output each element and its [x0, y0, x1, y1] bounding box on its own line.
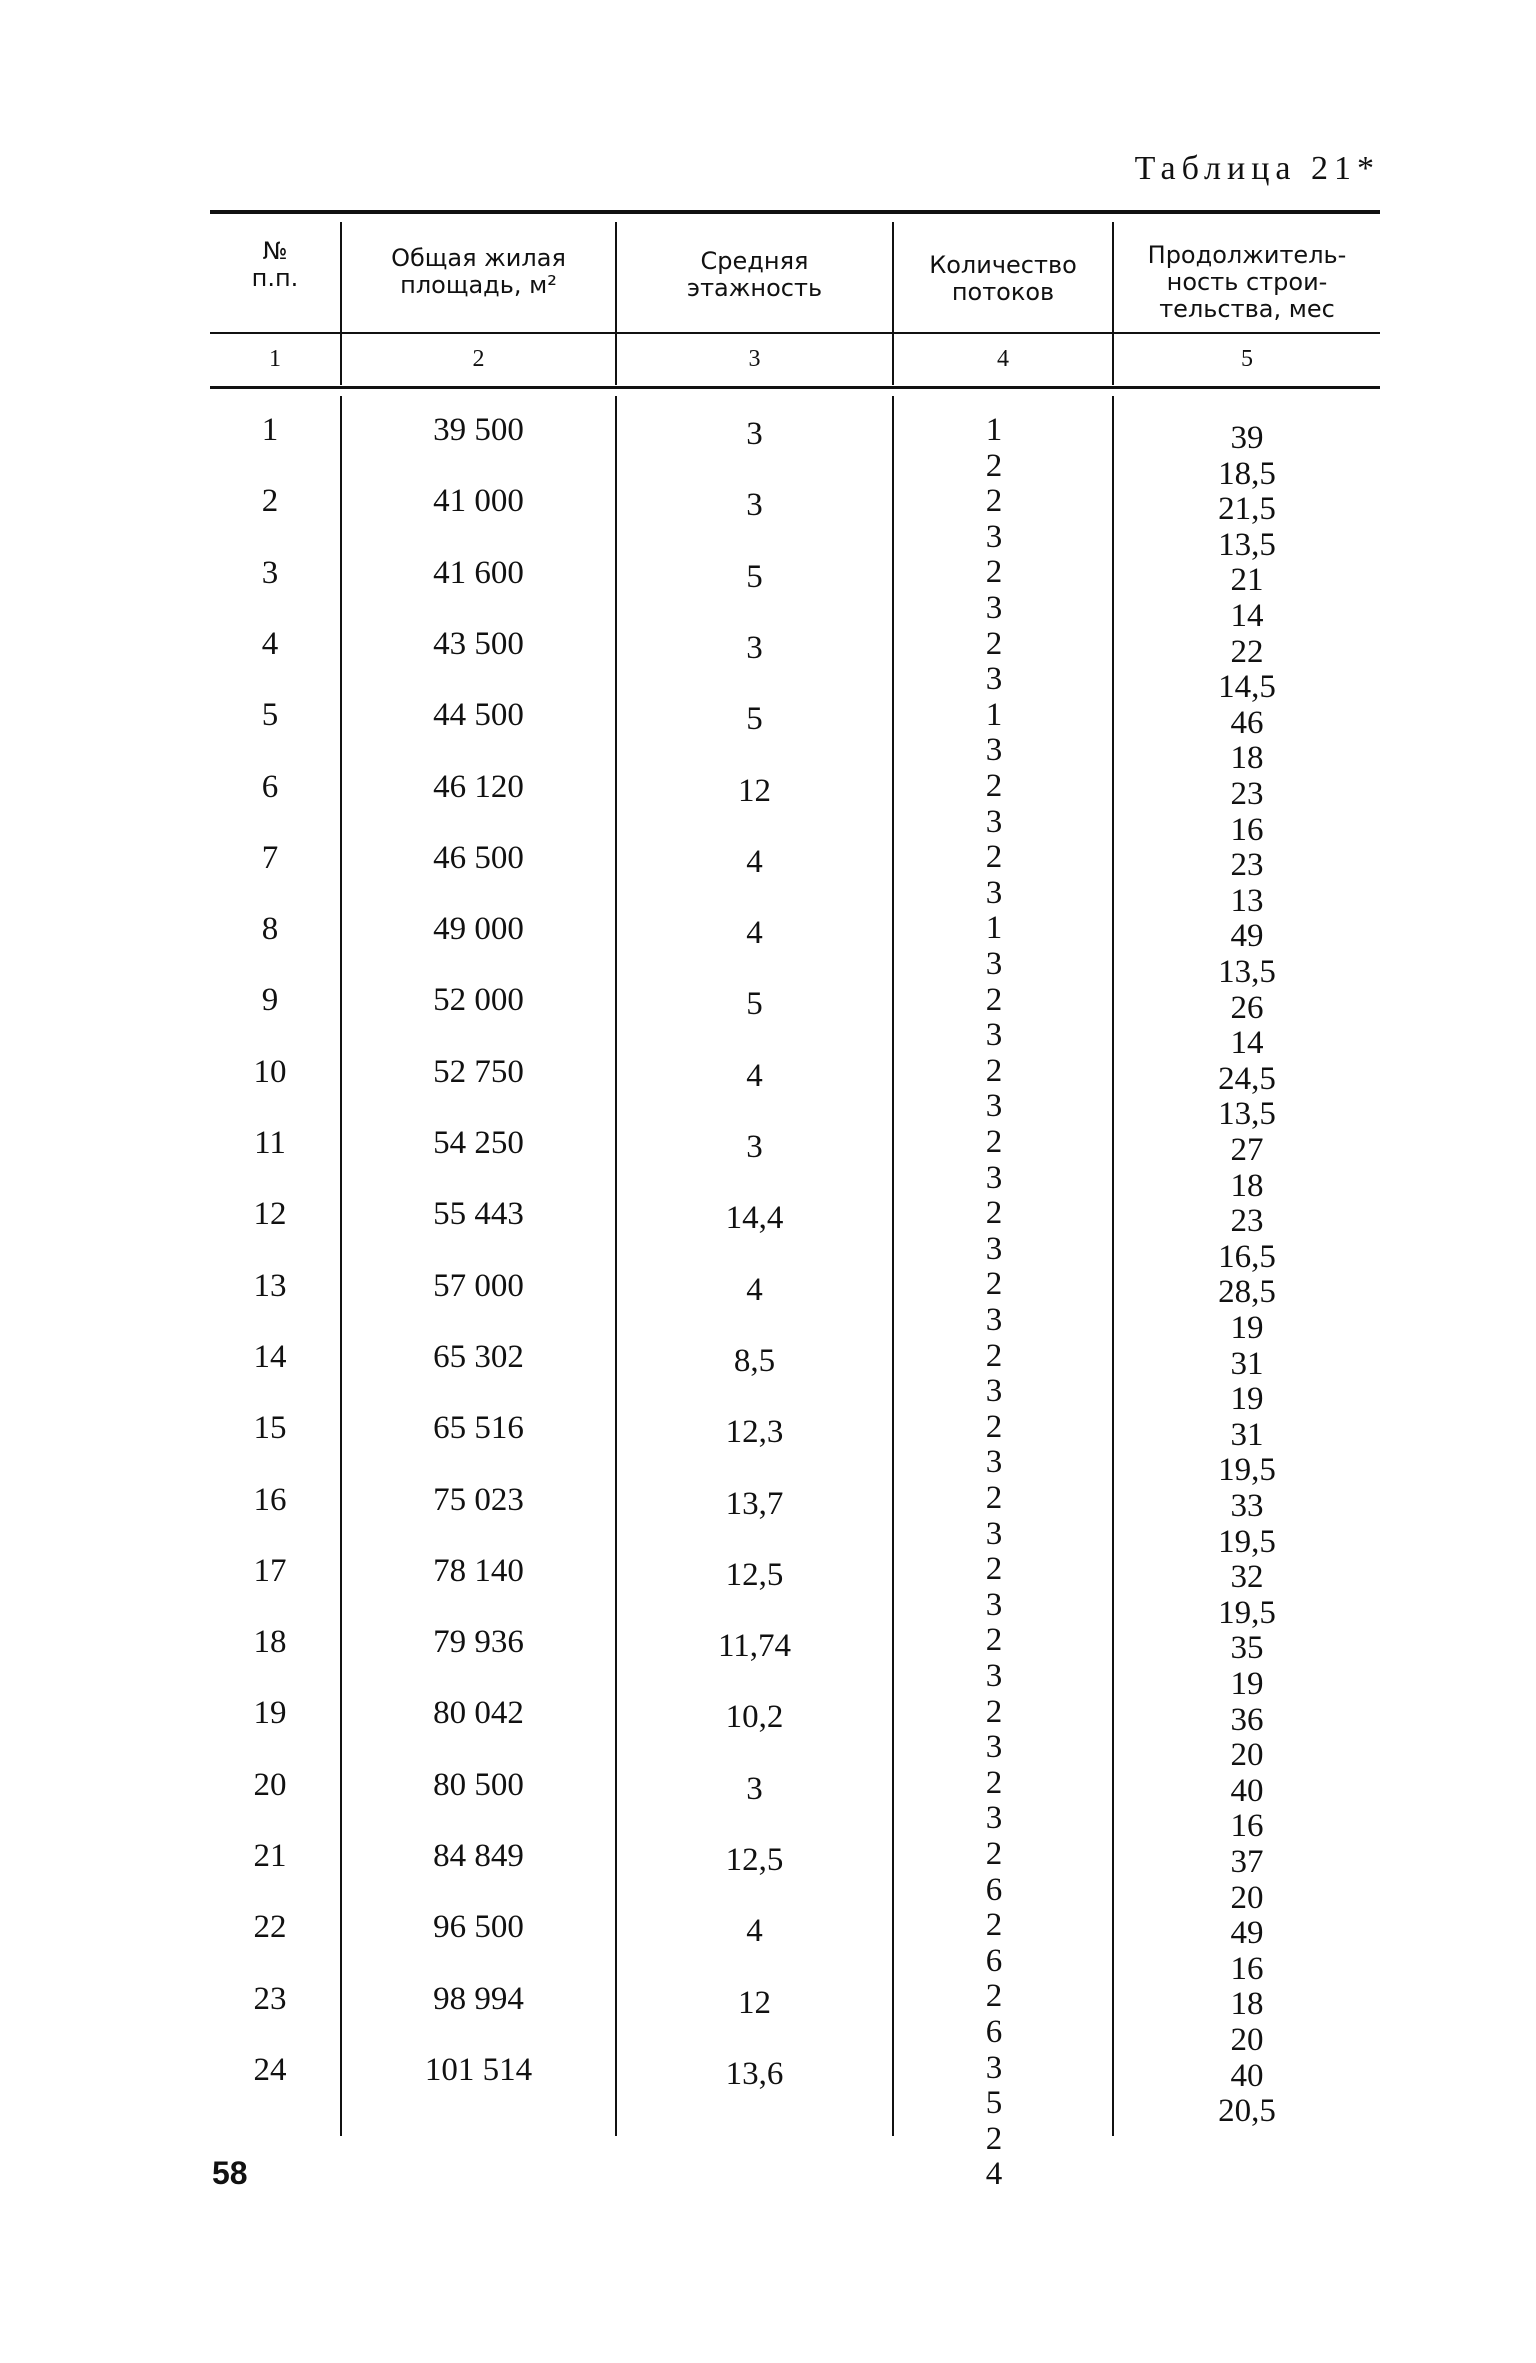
- streams-cell: 2: [985, 1622, 1003, 1658]
- header-line: Количество: [929, 251, 1077, 279]
- streams-cell: 2: [985, 1409, 1003, 1445]
- row-number: 5: [261, 697, 279, 733]
- row-number: 17: [253, 1553, 287, 1589]
- area-cell: 80 500: [433, 1767, 524, 1803]
- row-number: 13: [253, 1268, 287, 1304]
- header-line: этажность: [686, 274, 823, 302]
- header-line: потоков: [951, 278, 1055, 306]
- streams-cell: 2: [985, 1694, 1003, 1730]
- streams-cell: 2: [985, 1124, 1003, 1160]
- header-line: №: [262, 237, 288, 265]
- row-number: 12: [253, 1196, 287, 1232]
- row-number: 16: [253, 1482, 287, 1518]
- streams-cell: 1: [985, 697, 1003, 733]
- duration-cell: 23: [1230, 1203, 1264, 1239]
- area-cell: 46 120: [433, 769, 524, 805]
- streams-cell: 6: [985, 1872, 1003, 1908]
- area-cell: 79 936: [433, 1624, 524, 1660]
- streams-cell: 2: [985, 1551, 1003, 1587]
- streams-cell: 3: [985, 1444, 1003, 1480]
- streams-cell: 3: [985, 804, 1003, 840]
- row-number: 11: [254, 1125, 286, 1161]
- streams-cell: 2: [985, 448, 1003, 484]
- floors-cell: 4: [746, 1913, 763, 1949]
- streams-cell: 3: [985, 1017, 1003, 1053]
- floors-cell: 12,3: [725, 1414, 784, 1450]
- row-number: 1: [261, 412, 279, 448]
- area-cell: 55 443: [433, 1196, 524, 1232]
- duration-cell: 22: [1230, 634, 1264, 670]
- duration-cell: 31: [1230, 1346, 1264, 1382]
- floors-cell: 4: [746, 1272, 763, 1308]
- streams-cell: 3: [985, 1231, 1003, 1267]
- area-cell: 44 500: [433, 697, 524, 733]
- floors-cell: 5: [746, 559, 763, 595]
- streams-cell: 1: [985, 910, 1003, 946]
- streams-cell: 3: [985, 1088, 1003, 1124]
- column-number: 4: [997, 346, 1009, 372]
- row-number: 6: [261, 769, 279, 805]
- area-cell: 65 516: [433, 1410, 524, 1446]
- row-number: 3: [261, 555, 279, 591]
- streams-cell: 2: [985, 768, 1003, 804]
- duration-cell: 20: [1230, 1737, 1264, 1773]
- duration-cell: 13,5: [1218, 954, 1276, 990]
- column-number: 2: [472, 346, 485, 372]
- duration-cell: 13,5: [1218, 527, 1276, 563]
- floors-cell: 3: [746, 1771, 763, 1807]
- streams-cell: 2: [985, 483, 1003, 519]
- duration-cell: 46: [1230, 705, 1264, 741]
- area-cell: 80 042: [433, 1695, 524, 1731]
- page-number: 58: [212, 2155, 248, 2191]
- duration-cell: 18: [1230, 1986, 1264, 2022]
- duration-cell: 18: [1230, 1168, 1264, 1204]
- area-cell: 75 023: [433, 1482, 524, 1518]
- streams-cell: 2: [985, 1195, 1003, 1231]
- column-number: 3: [748, 346, 761, 372]
- floors-cell: 4: [746, 844, 763, 880]
- duration-cell: 21,5: [1218, 491, 1276, 527]
- area-cell: 43 500: [433, 626, 524, 662]
- floors-cell: 10,2: [725, 1699, 784, 1735]
- area-cell: 54 250: [433, 1125, 524, 1161]
- header-duration: [1114, 242, 1380, 323]
- duration-cell: 32: [1230, 1559, 1264, 1595]
- duration-cell: 31: [1230, 1417, 1264, 1453]
- floors-cell: 3: [746, 416, 763, 452]
- floors-cell: 3: [746, 630, 763, 666]
- floors-cell: 12,5: [725, 1557, 784, 1593]
- row-number: 4: [261, 626, 279, 662]
- duration-cell: 23: [1230, 847, 1264, 883]
- duration-cell: 20: [1230, 1880, 1264, 1916]
- duration-cell: 19,5: [1218, 1524, 1276, 1560]
- row-number: 14: [253, 1339, 287, 1375]
- row-number: 18: [253, 1624, 287, 1660]
- row-number: 21: [253, 1838, 287, 1874]
- table-top-rule: [210, 210, 1380, 214]
- streams-cell: 3: [985, 946, 1003, 982]
- streams-cell: 3: [985, 1658, 1003, 1694]
- row-number: 9: [261, 982, 279, 1018]
- streams-cell: 6: [985, 2014, 1003, 2050]
- duration-cell: 37: [1230, 1844, 1264, 1880]
- duration-cell: 35: [1230, 1630, 1264, 1666]
- area-cell: 52 750: [433, 1054, 524, 1090]
- streams-cell: 3: [985, 875, 1003, 911]
- floors-cell: 12: [738, 773, 771, 809]
- streams-cell: 2: [985, 1338, 1003, 1374]
- duration-cell: 19: [1230, 1666, 1264, 1702]
- header-rule: [210, 332, 1380, 334]
- streams-cell: 2: [985, 982, 1003, 1018]
- floors-cell: 5: [746, 986, 763, 1022]
- floors-cell: 3: [746, 1129, 763, 1165]
- area-cell: 52 000: [433, 982, 524, 1018]
- header-line: Средняя: [700, 247, 809, 275]
- streams-cell: 6: [985, 1943, 1003, 1979]
- row-number: 22: [253, 1909, 287, 1945]
- streams-cell: 5: [985, 2085, 1003, 2121]
- streams-cell: 3: [985, 1160, 1003, 1196]
- area-cell: 98 994: [433, 1981, 524, 2017]
- area-cell: 57 000: [433, 1268, 524, 1304]
- duration-cell: 40: [1230, 1773, 1264, 1809]
- duration-cell: 16: [1230, 1808, 1264, 1844]
- area-cell: 41 600: [433, 555, 524, 591]
- duration-cell: 21: [1230, 562, 1264, 598]
- header-number: [210, 238, 340, 292]
- header-area: [342, 245, 615, 299]
- duration-cell: 20,5: [1218, 2093, 1276, 2129]
- area-cell: 39 500: [433, 412, 524, 448]
- duration-cell: 19: [1230, 1310, 1264, 1346]
- duration-cell: 14: [1230, 598, 1264, 634]
- streams-cell: 3: [985, 1587, 1003, 1623]
- duration-cell: 40: [1230, 2058, 1264, 2094]
- floors-cell: 8,5: [733, 1343, 776, 1379]
- streams-cell: 2: [985, 1266, 1003, 1302]
- duration-cell: 20: [1230, 2022, 1264, 2058]
- streams-cell: 3: [985, 1800, 1003, 1836]
- area-cell: 46 500: [433, 840, 524, 876]
- duration-cell: 26: [1230, 990, 1264, 1026]
- streams-cell: 2: [985, 1978, 1003, 2014]
- header-line: Продолжитель-: [1147, 241, 1347, 269]
- floors-cell: 13,6: [725, 2056, 784, 2092]
- duration-cell: 28,5: [1218, 1274, 1276, 1310]
- area-cell: 78 140: [433, 1553, 524, 1589]
- floors-cell: 11,74: [717, 1628, 792, 1664]
- header-line: Общая жилая: [391, 244, 566, 272]
- duration-cell: 19,5: [1218, 1595, 1276, 1631]
- floors-cell: 3: [746, 487, 763, 523]
- area-cell: 65 302: [433, 1339, 524, 1375]
- duration-cell: 49: [1230, 1915, 1264, 1951]
- row-number: 20: [253, 1767, 287, 1803]
- duration-cell: 19,5: [1218, 1452, 1276, 1488]
- row-number: 7: [261, 840, 279, 876]
- column-number: 1: [269, 346, 281, 372]
- duration-cell: 13,5: [1218, 1096, 1276, 1132]
- streams-cell: 2: [985, 1765, 1003, 1801]
- streams-cell: 3: [985, 732, 1003, 768]
- streams-cell: 2: [985, 1053, 1003, 1089]
- streams-cell: 3: [985, 1516, 1003, 1552]
- floors-cell: 5: [746, 701, 763, 737]
- streams-cell: 2: [985, 2121, 1003, 2157]
- streams-cell: 3: [985, 1302, 1003, 1338]
- duration-cell: 16: [1230, 1951, 1264, 1987]
- floors-cell: 14,4: [725, 1200, 784, 1236]
- streams-cell: 3: [985, 1729, 1003, 1765]
- streams-cell: 2: [985, 1836, 1003, 1872]
- duration-cell: 14: [1230, 1025, 1264, 1061]
- area-cell: 96 500: [433, 1909, 524, 1945]
- duration-cell: 14,5: [1218, 669, 1276, 705]
- duration-cell: 36: [1230, 1702, 1264, 1738]
- duration-cell: 27: [1230, 1132, 1264, 1168]
- row-number: 23: [253, 1981, 287, 2017]
- streams-cell: 3: [985, 2050, 1003, 2086]
- streams-cell: 2: [985, 1907, 1003, 1943]
- area-cell: 41 000: [433, 483, 524, 519]
- area-cell: 101 514: [424, 2052, 533, 2088]
- streams-cell: 2: [985, 839, 1003, 875]
- duration-cell: 13: [1230, 883, 1264, 919]
- streams-cell: 2: [985, 626, 1003, 662]
- streams-cell: 3: [985, 519, 1003, 555]
- row-number: 10: [253, 1054, 287, 1090]
- duration-cell: 39: [1230, 420, 1264, 456]
- floors-cell: 13,7: [725, 1486, 784, 1522]
- area-cell: 84 849: [433, 1838, 524, 1874]
- duration-cell: 18,5: [1218, 456, 1276, 492]
- streams-cell: 3: [985, 590, 1003, 626]
- duration-cell: 18: [1230, 740, 1264, 776]
- floors-cell: 12,5: [725, 1842, 784, 1878]
- floors-cell: 12: [738, 1985, 771, 2021]
- header-floors: [617, 248, 892, 302]
- duration-cell: 24,5: [1218, 1061, 1276, 1097]
- header-line: п.п.: [251, 264, 299, 292]
- streams-cell: 4: [985, 2156, 1003, 2192]
- duration-cell: 19: [1230, 1381, 1264, 1417]
- row-number: 19: [253, 1695, 287, 1731]
- area-cell: 49 000: [433, 911, 524, 947]
- column-number-rule: [210, 386, 1380, 389]
- table-title: Таблица 21*: [1134, 150, 1380, 187]
- streams-cell: 1: [985, 412, 1003, 448]
- floors-cell: 4: [746, 915, 763, 951]
- duration-cell: 33: [1230, 1488, 1264, 1524]
- row-number: 2: [261, 483, 279, 519]
- duration-cell: 23: [1230, 776, 1264, 812]
- streams-cell: 3: [985, 1373, 1003, 1409]
- floors-cell: 4: [746, 1058, 763, 1094]
- row-number: 24: [253, 2052, 287, 2088]
- header-line: площадь, м²: [400, 271, 557, 299]
- header-streams: [894, 252, 1112, 306]
- header-line: тельства, мес: [1159, 295, 1335, 323]
- streams-cell: 3: [985, 661, 1003, 697]
- duration-cell: 49: [1230, 918, 1264, 954]
- streams-cell: 2: [985, 1480, 1003, 1516]
- streams-cell: 2: [985, 554, 1003, 590]
- duration-cell: 16,5: [1218, 1239, 1276, 1275]
- row-number: 8: [261, 911, 279, 947]
- column-number: 5: [1241, 346, 1253, 372]
- duration-cell: 16: [1230, 812, 1264, 848]
- header-line: ность строи-: [1166, 268, 1328, 296]
- row-number: 15: [253, 1410, 287, 1446]
